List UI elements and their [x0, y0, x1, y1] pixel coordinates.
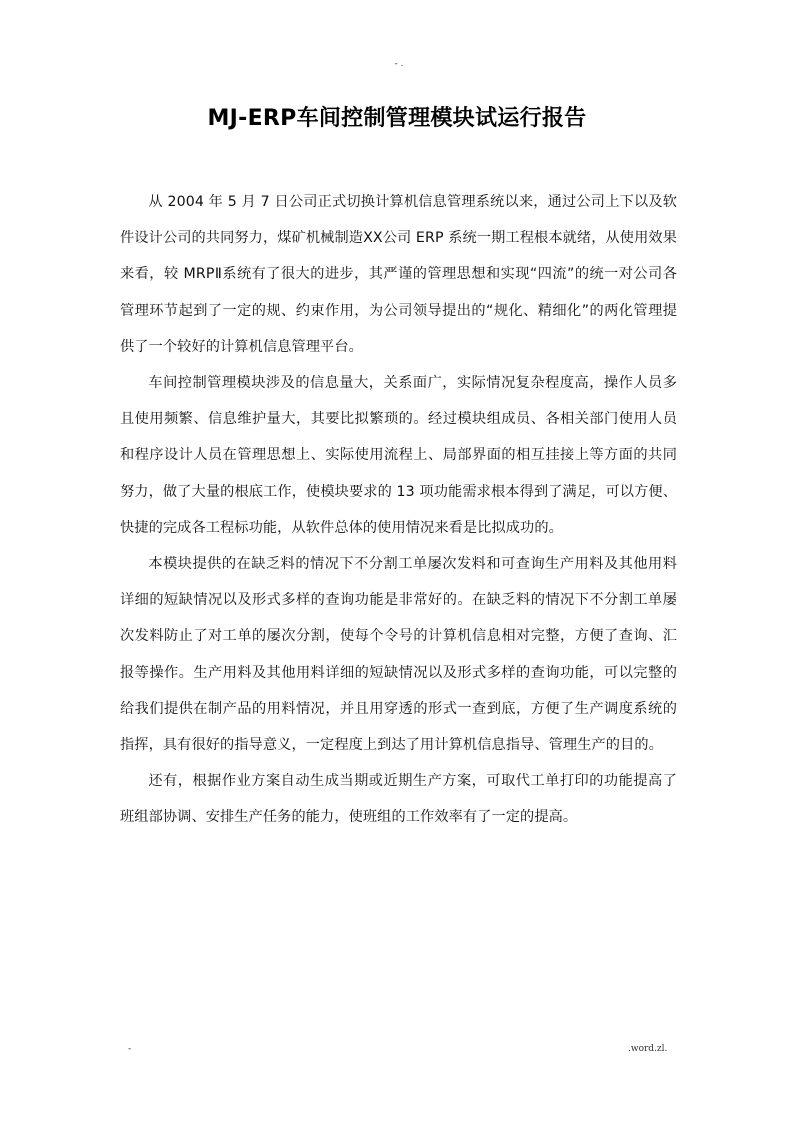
paragraph-1: 从 2004 年 5 月 7 日公司正式切换计算机信息管理系统以来，通过公司上下以及软件设计公司的共同努力，煤矿机械制造XX公司 ERP 系统一期工程根本就绪，从使用效果来看，较 MRPⅡ系统有了很大的进步，其严谨的管理思想和实现“四流”的统一对公司各管理环节起到了一定的规、约束作用，为公司领导提出的“规化、精细化”的两化管理提供了一个较好的计算机信息管理平台。: [120, 194, 677, 355]
document-body: [120, 184, 677, 836]
footer-left-mark: -: [128, 1044, 132, 1054]
header-mark: - .: [394, 59, 404, 69]
paragraph-4: 还有，根据作业方案自动生成当期或近期生产方案，可取代工单打印的功能提高了班组部协调、安排生产任务的能力，使班组的工作效率有了一定的提高。: [120, 773, 677, 826]
document-title: MJ-ERP车间控制管理模块试运行报告: [207, 106, 587, 131]
footer-site-label: .word.zl.: [628, 1044, 668, 1054]
paragraph-3: 本模块提供的在缺乏料的情况下不分割工单屡次发料和可查询生产用料及其他用料详细的短缺情况以及形式多样的查询功能是非常好的。在缺乏料的情况下不分割工单屡次发料防止了对工单的屡次分割，使每个令号的计算机信息相对完整，方便了查询、汇报等操作。生产用料及其他用料详细的短缺情况以及形式多样的查询功能，可以完整的给我们提供在制产品的用料情况，并且用穿透的形式一查到底，方便了生产调度系统的指挥，具有很好的指导意义，一定程度上到达了用计算机信息指导、管理生产的目的。: [120, 556, 677, 754]
paragraph-2: 车间控制管理模块涉及的信息量大，关系面广，实际情况复杂程度高，操作人员多且使用频繁、信息维护量大，其要比拟繁琐的。经过模块组成员、各相关部门使用人员和程序设计人员在管理思想上、实际使用流程上、局部界面的相互挂接上等方面的共同努力，做了大量的根底工作，使模块要求的 13 项功能需求根本得到了满足，可以方便、快捷的完成各工程标功能，从软件总体的使用情况来看是比拟成功的。: [120, 375, 677, 536]
